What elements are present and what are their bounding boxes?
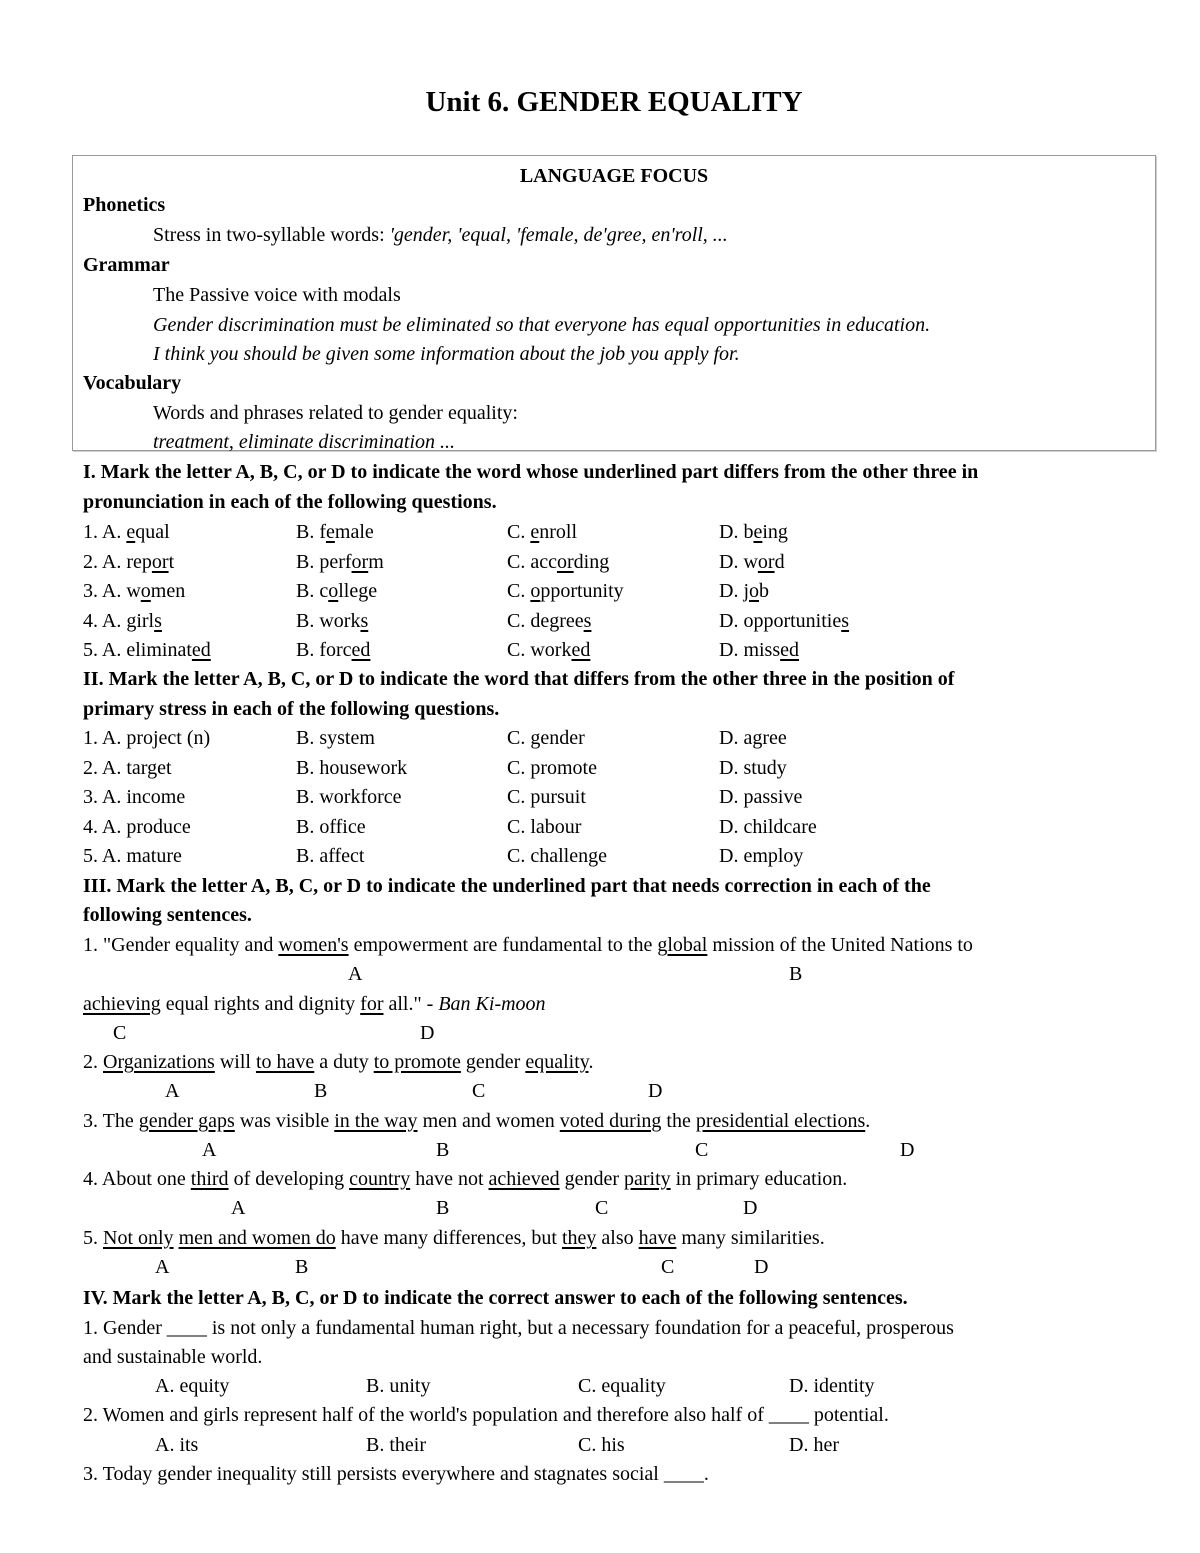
marker-a: A [165,1080,180,1102]
section-3-heading-line-2: following sentences. [83,904,252,926]
marker-b: B [436,1197,450,1219]
text: the [661,1110,696,1132]
underlined-part: e [753,521,763,543]
s3-question-4 [83,1168,847,1192]
text: 4. About one [83,1168,191,1190]
s1-q2-option-a[interactable] [83,551,174,573]
s1-q5-option-a[interactable] [83,639,211,661]
s2-q1-option-a[interactable]: 1. A. project (n) [83,727,211,749]
text: will [214,1051,256,1073]
text: gender [559,1168,624,1190]
option-text: C. [507,580,531,603]
text: 5. [83,1227,103,1249]
language-focus-heading: LANGUAGE FOCUS [519,165,709,187]
s1-q3-option-a[interactable] [83,580,185,602]
text: 2. [83,1051,103,1073]
s2-q3-option-b[interactable]: B. workforce [296,786,402,809]
option-text: C. degree [507,609,584,632]
underlined-part-d: equality [525,1051,589,1073]
vocabulary-example: treatment, eliminate discrimination ... [153,431,456,453]
option-text: D. opportunitie [719,609,842,632]
text: of developing [228,1168,350,1190]
text: empowerment are fundamental to the [348,934,658,956]
s2-q3-option-c[interactable]: C. pursuit [507,786,586,809]
phonetics-label: Phonetics [83,194,166,216]
marker-b: B [314,1080,328,1102]
s1-q5-option-d[interactable] [719,639,799,661]
option-text: m [368,550,384,573]
section-1-heading-line-2: pronunciation in each of the following questions. [83,491,497,513]
s2-q2-option-c[interactable]: C. promote [507,756,597,779]
option-text: B. forc [296,639,352,662]
s2-q4-option-c[interactable]: C. labour [507,815,582,838]
s2-q4-option-b[interactable]: B. office [296,815,366,838]
underlined-part-c: to promote [373,1051,461,1073]
underlined-part-b: men and women do [178,1227,336,1249]
underlined-part-b: to have [255,1051,315,1073]
s2-q5-option-d[interactable]: D. employ [719,845,804,868]
underlined-part: or [351,550,369,573]
marker-b: B [436,1139,450,1161]
marker-b: B [789,963,803,985]
option-text: d [774,550,785,573]
option-text: 5. A. eliminat [83,639,192,662]
s1-q3-option-c[interactable] [507,580,624,602]
option-c[interactable]: C. his [578,1434,625,1456]
option-text: male [334,521,374,543]
s1-q1-option-c[interactable] [507,521,577,543]
underlined-part-a: Not only [103,1227,174,1249]
text: . [588,1051,594,1073]
text: also [596,1227,639,1249]
marker-d: D [420,1022,435,1044]
marker-d: D [754,1256,769,1278]
s2-q4-option-a[interactable]: 4. A. produce [83,815,191,838]
text: was visible [234,1110,335,1132]
marker-d: D [648,1080,663,1102]
s1-q5-option-c[interactable] [507,639,590,661]
underlined-part: e [126,521,136,543]
page-title: Unit 6. GENDER EQUALITY [425,86,803,118]
underlined-part-d: for [360,993,384,1015]
marker-d: D [743,1197,758,1219]
underlined-part-a: gender gaps [138,1110,235,1132]
s2-q1-option-b[interactable]: B. system [296,727,375,749]
s1-q2-option-b[interactable] [296,551,384,573]
s1-q4-option-d[interactable] [719,610,849,632]
s4-question-3: 3. Today gender inequality still persists everywhere and stagnates social ____. [83,1463,709,1485]
s4-question-1-line-1: 1. Gender ____ is not only a fundamental human right, but a necessary foundation for a peaceful, prosperous [83,1317,954,1339]
s2-q3-option-a[interactable]: 3. A. income [83,786,186,809]
s1-q4-option-b[interactable] [296,610,368,632]
marker-c: C [472,1080,486,1102]
option-text: ding [573,550,610,573]
s2-q1-option-c[interactable]: C. gender [507,727,585,749]
s1-q1-option-a[interactable] [83,521,170,543]
s3-question-1-line-2 [83,993,546,1017]
s1-q3-option-b[interactable] [296,580,377,602]
s2-q3-option-d[interactable]: D. passive [719,786,803,809]
underlined-part-d: have [638,1227,677,1249]
option-d[interactable]: D. her [789,1434,839,1456]
option-text: 2. A. rep [83,550,152,573]
text: equal rights and dignity [160,993,361,1015]
underlined-part: e [530,521,540,543]
option-text: B. perf [296,550,352,573]
option-text: llege [338,580,378,603]
text: have many differences, but [335,1227,562,1249]
grammar-topic: The Passive voice with modals [153,284,401,306]
text: . [865,1110,871,1132]
option-text: b [759,580,769,603]
underlined-part-d: parity [624,1168,671,1190]
option-text: pportunity [540,580,624,603]
underlined-part-d: presidential elections [695,1110,866,1132]
marker-b: B [295,1256,309,1278]
marker-c: C [113,1022,127,1044]
underlined-part: ed [780,639,800,662]
marker-a: A [348,963,363,985]
s1-q2-option-c[interactable] [507,551,609,573]
underlined-part: or [556,550,574,573]
underlined-part: s [583,609,592,632]
underlined-part-c: achieving [83,993,161,1015]
marker-a: A [155,1256,170,1278]
option-a[interactable]: A. equity [155,1375,230,1397]
underlined-part-a: Organizations [103,1051,215,1073]
marker-d: D [900,1139,915,1161]
text: mission of the United Nations to [707,934,973,956]
option-text: B. c [296,580,329,603]
text: all." - [383,993,439,1015]
s2-q1-option-d[interactable]: D. agree [719,727,787,749]
option-text: 4. A. girl [83,609,155,632]
option-text: D. b [719,521,754,543]
underlined-part: s [841,609,850,632]
option-text: ing [762,521,788,543]
underlined-part: ed [351,639,371,662]
underlined-part: o [328,580,339,603]
marker-a: A [202,1139,217,1161]
s1-q3-option-d[interactable] [719,580,769,602]
vocabulary-label: Vocabulary [83,372,182,394]
underlined-part: s [360,609,369,632]
option-d[interactable]: D. identity [789,1375,875,1397]
s1-q4-option-c[interactable] [507,610,591,632]
option-text: D. j [719,580,749,603]
underlined-part-c: voted during [559,1110,662,1132]
s1-q2-option-d[interactable] [719,551,785,573]
underlined-part-b: global [657,934,708,956]
option-text: men [150,580,186,603]
text: many similarities. [676,1227,825,1249]
underlined-part: o [749,580,759,603]
option-text: 3. A. w [83,580,141,603]
underlined-part-c: achieved [488,1168,560,1190]
underlined-part: o [530,580,541,603]
underlined-part-b: country [349,1168,411,1190]
underlined-part-b: in the way [334,1110,418,1132]
underlined-part-c: they [561,1227,597,1249]
s1-q1-option-d[interactable] [719,521,788,543]
underlined-part: e [326,521,335,543]
text: men and women [417,1110,560,1132]
phonetics-intro: Stress in two-syllable words: [153,224,390,246]
underlined-part: ed [191,639,211,662]
text: 1. "Gender equality and [83,934,279,956]
option-b[interactable]: B. unity [366,1375,431,1397]
marker-c: C [661,1256,675,1278]
s3-question-3 [83,1110,870,1134]
underlined-part: o [140,580,151,603]
option-text: C. [507,521,531,543]
s2-q5-option-a[interactable]: 5. A. mature [83,845,182,868]
option-text: C. work [507,639,572,662]
section-4-heading: IV. Mark the letter A, B, C, or D to indicate the correct answer to each of the following sentences. [83,1287,908,1309]
option-b[interactable]: B. their [366,1434,426,1456]
underlined-part: or [151,550,169,573]
text: gender [460,1051,526,1073]
marker-a: A [231,1197,246,1219]
s1-q1-option-b[interactable] [296,521,374,543]
text: 3. The [83,1110,139,1132]
option-c[interactable]: C. equality [578,1375,666,1397]
option-text: D. miss [719,639,781,662]
underlined-part-a: third [190,1168,229,1190]
underlined-part: s [154,609,162,632]
option-a[interactable]: A. its [155,1434,199,1456]
s4-question-1-line-2: and sustainable world. [83,1346,263,1368]
s2-q5-option-b[interactable]: B. affect [296,845,365,868]
underlined-part: ed [571,639,591,662]
underlined-part-a: women's [278,934,349,956]
option-text: nroll [539,521,578,543]
grammar-example-1: Gender discrimination must be eliminated so that everyone has equal opportunities in education. [153,314,931,336]
option-text: B. f [296,521,326,543]
option-text: C. acc [507,550,557,573]
option-text: qual [135,521,170,543]
section-3-heading-line-1: III. Mark the letter A, B, C, or D to indicate the underlined part that needs correction in each of the [83,875,931,897]
phonetics-examples: 'gender, 'equal, 'female, de'gree, en'roll, ... [389,224,728,246]
option-text: 1. A. [83,521,127,543]
section-2-heading-line-2: primary stress in each of the following questions. [83,698,500,720]
s2-q2-option-d[interactable]: D. study [719,756,787,779]
marker-c: C [595,1197,609,1219]
s2-q2-option-b[interactable]: B. housework [296,756,408,779]
option-text: D. w [719,550,758,573]
text: have not [410,1168,489,1190]
s2-q2-option-a[interactable]: 2. A. target [83,756,172,779]
s3-question-5 [83,1227,825,1251]
text: in primary education. [670,1168,848,1190]
s4-question-2: 2. Women and girls represent half of the world's population and therefore also half of ____ potential. [83,1404,889,1426]
vocabulary-topic: Words and phrases related to gender equality: [153,402,518,424]
option-text: B. work [296,609,361,632]
s3-question-2 [83,1051,593,1075]
s3-question-1-line-1 [83,934,973,958]
phonetics-text [153,224,728,248]
option-text: t [168,550,175,573]
text: a duty [314,1051,374,1073]
grammar-example-2: I think you should be given some information about the job you apply for. [153,343,740,365]
section-2-heading-line-1: II. Mark the letter A, B, C, or D to indicate the word that differs from the other three in the position of [83,668,955,690]
s1-q4-option-a[interactable] [83,610,162,632]
section-1-heading-line-1: I. Mark the letter A, B, C, or D to indicate the word whose underlined part differs from the other three in [83,461,979,483]
s2-q5-option-c[interactable]: C. challenge [507,845,607,868]
quote-author: Ban Ki-moon [438,993,546,1015]
s1-q5-option-b[interactable] [296,639,370,661]
underlined-part: or [757,550,775,573]
grammar-label: Grammar [83,254,170,276]
s2-q4-option-d[interactable]: D. childcare [719,815,817,838]
marker-c: C [695,1139,709,1161]
